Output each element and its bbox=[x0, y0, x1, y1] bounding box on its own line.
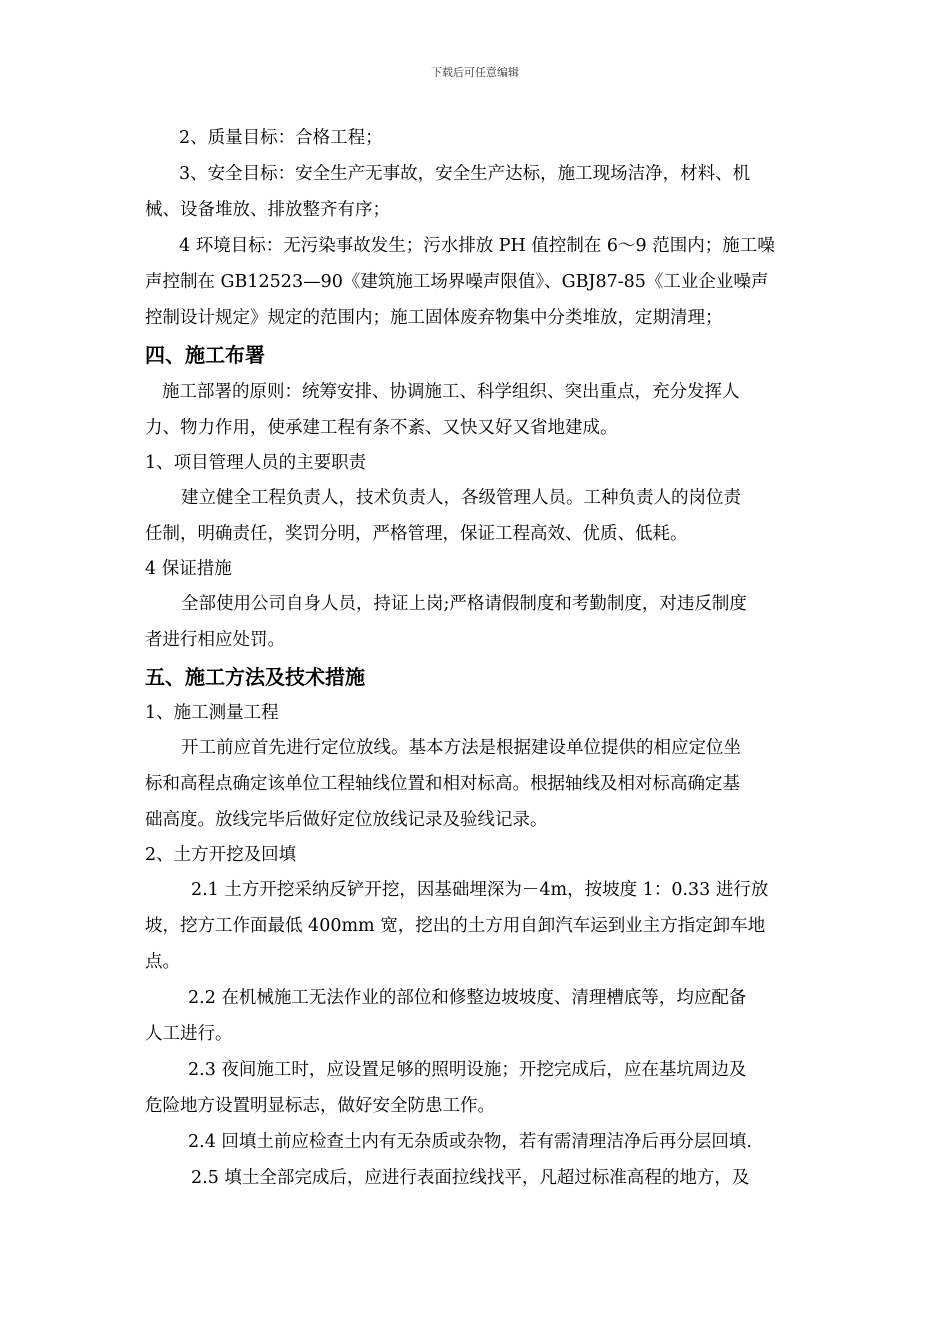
paragraph-line: 4 环境目标：无污染事故发生；污水排放 PH 值控制在 6～9 范围内；施工噪 bbox=[179, 236, 775, 256]
paragraph-line: 2.3 夜间施工时，应设置足够的照明设施；开挖完成后，应在基坑周边及 bbox=[188, 1060, 747, 1080]
paragraph-line: 力、物力作用，使承建工程有条不紊、又快又好又省地建成。 bbox=[145, 418, 618, 438]
paragraph-line: 1、施工测量工程 bbox=[145, 703, 279, 723]
paragraph-line: 者进行相应处罚。 bbox=[145, 630, 285, 650]
paragraph-line: 人工进行。 bbox=[145, 1024, 233, 1044]
paragraph-line: 2.2 在机械施工无法作业的部位和修整边坡坡度、清理槽底等，均应配备 bbox=[188, 988, 747, 1008]
paragraph-line: 点。 bbox=[145, 952, 180, 972]
document-body bbox=[145, 120, 810, 1196]
paragraph-line: 声控制在 GB12523—90《建筑施工场界噪声限值》、GBJ87-85《工业企业噪声 bbox=[145, 272, 769, 292]
paragraph-line: 标和高程点确定该单位工程轴线位置和相对标高。根据轴线及相对标高确定基 bbox=[145, 774, 740, 794]
paragraph-line: 2、质量目标：合格工程； bbox=[179, 128, 383, 148]
section-heading: 四、施工布署 bbox=[145, 343, 265, 367]
paragraph-line: 任制，明确责任，奖罚分明，严格管理，保证工程高效、优质、低耗。 bbox=[145, 524, 688, 544]
section-heading: 五、施工方法及技术措施 bbox=[145, 665, 365, 689]
paragraph-line: 3、安全目标：安全生产无事故，安全生产达标，施工现场洁净，材料、机 bbox=[179, 164, 751, 184]
paragraph-line: 2、土方开挖及回填 bbox=[145, 845, 297, 865]
paragraph-line: 施工部署的原则：统筹安排、协调施工、科学组织、突出重点，充分发挥人 bbox=[162, 382, 740, 402]
paragraph-line: 2.1 土方开挖采纳反铲开挖，因基础埋深为－4m，按坡度 1：0.33 进行放 bbox=[191, 880, 769, 900]
paragraph-line: 础高度。放线完毕后做好定位放线记录及验线记录。 bbox=[145, 810, 548, 830]
paragraph-line: 全部使用公司自身人员，持证上岗;严格请假制度和考勤制度，对违反制度 bbox=[181, 594, 747, 614]
paragraph-line: 2.4 回填土前应检查土内有无杂质或杂物，若有需清理洁净后再分层回填. bbox=[188, 1132, 752, 1152]
paragraph-line: 坡，挖方工作面最低 400mm 宽，挖出的土方用自卸汽车运到业主方指定卸车地 bbox=[145, 916, 766, 936]
paragraph-line: 危险地方设置明显标志，做好安全防患工作。 bbox=[145, 1096, 495, 1116]
paragraph-line: 开工前应首先进行定位放线。基本方法是根据建设单位提供的相应定位坐 bbox=[181, 738, 741, 758]
paragraph-line: 4 保证措施 bbox=[145, 559, 232, 579]
paragraph-line: 械、设备堆放、排放整齐有序； bbox=[145, 200, 390, 220]
paragraph-line: 建立健全工程负责人，技术负责人，各级管理人员。工种负责人的岗位责 bbox=[181, 488, 741, 508]
paragraph-line: 控制设计规定》规定的范围内；施工固体废弃物集中分类堆放，定期清理； bbox=[145, 308, 723, 328]
page-header-watermark: 下载后可任意编辑 bbox=[431, 66, 519, 79]
paragraph-line: 1、项目管理人员的主要职责 bbox=[145, 453, 367, 473]
paragraph-line: 2.5 填土全部完成后，应进行表面拉线找平，凡超过标准高程的地方，及 bbox=[191, 1168, 750, 1188]
